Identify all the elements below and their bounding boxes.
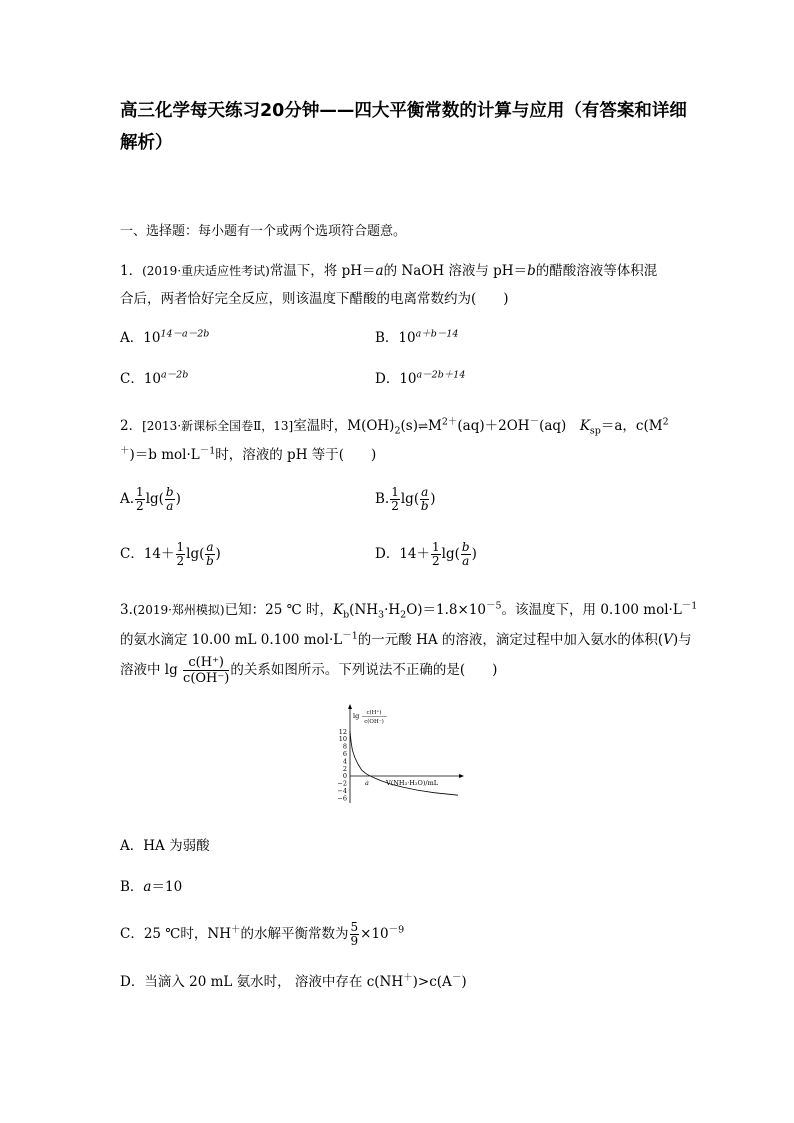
q3-option-d[interactable] xyxy=(120,970,467,990)
q2-sub: 2 xyxy=(394,425,401,437)
frac-num: b xyxy=(461,540,470,554)
q2-text: M xyxy=(428,418,442,434)
q3-line1 xyxy=(120,598,698,621)
frac-den: 2 xyxy=(432,554,440,568)
q1-line1 xyxy=(120,259,657,279)
fraction-half xyxy=(176,541,186,568)
q3-text: ·H xyxy=(384,602,401,618)
section-heading: 一、选择题：每小题有一个或两个选项符合题意。 xyxy=(120,224,407,239)
option-label: A. xyxy=(120,491,135,507)
q1-option-c[interactable] xyxy=(120,367,188,387)
q2-text: 室温时，M(OH) xyxy=(293,418,395,434)
paren: ) xyxy=(215,546,221,562)
q3-line3 xyxy=(120,655,497,686)
fraction-5-over-9 xyxy=(350,921,360,948)
q3-option-b[interactable] xyxy=(120,875,182,895)
y-label-prefix: lg xyxy=(353,712,360,720)
q1-line2: 合后，两者恰好完全反应，则该温度下醋酸的电离常数约为( ) xyxy=(120,291,509,307)
q2-number: 2． xyxy=(120,418,143,434)
option-label: A．10 xyxy=(120,330,161,346)
fraction-h-over-oh xyxy=(183,655,229,686)
ksp-symbol: K xyxy=(579,418,590,434)
q2-option-a[interactable] xyxy=(120,486,181,513)
q2-text: 时，溶液的 pH 等于( ) xyxy=(215,447,377,463)
option-label: B. xyxy=(375,491,390,507)
q1-text: 的 NaOH 溶液与 pH＝ xyxy=(383,263,528,279)
frac-den: 2 xyxy=(176,554,185,568)
option-label: D．14＋ xyxy=(375,546,431,562)
q3-text: 已知：25 ℃ 时， xyxy=(224,602,333,618)
q3-var-a: a xyxy=(143,879,152,895)
y-axis-arrow-icon xyxy=(348,704,352,709)
frac-den: b xyxy=(420,499,429,513)
q1-option-a[interactable] xyxy=(120,326,209,346)
paren: ) xyxy=(175,491,181,507)
q2-text: (aq)＋2OH xyxy=(457,418,530,434)
frac-den: b xyxy=(206,554,214,568)
q1-text: 的醋酸溶液等体积混 xyxy=(535,263,658,279)
q1-option-d[interactable] xyxy=(375,367,465,387)
q3-sup: －5 xyxy=(486,600,502,612)
y-tick-label: 12 xyxy=(338,727,347,736)
q2-source: [2013·新课标全国卷Ⅱ，13] xyxy=(142,419,294,433)
q1-text: 常温下，将 pH＝ xyxy=(269,263,376,279)
kb-symbol: K xyxy=(332,602,344,618)
frac-den: 2 xyxy=(136,499,144,513)
q3-option-c[interactable] xyxy=(120,921,404,948)
q1-var-a: a xyxy=(375,263,384,279)
y-tick-labels xyxy=(337,728,347,803)
option-label: C．14＋ xyxy=(120,546,175,562)
fraction-half xyxy=(135,486,145,513)
option-text: ＝10 xyxy=(151,879,183,895)
frac-den: 9 xyxy=(350,934,359,948)
paren: ) xyxy=(430,491,436,507)
titration-graph xyxy=(330,703,470,808)
q2-option-d[interactable] xyxy=(375,541,477,568)
q3-text: O)＝1.8×10 xyxy=(406,602,486,618)
q3-sup: －1 xyxy=(681,600,698,612)
y-tick-label: −6 xyxy=(337,794,347,803)
q2-text: )＝b mol·L xyxy=(129,447,200,463)
q3-sup: － xyxy=(451,972,462,984)
q3-sup: －9 xyxy=(388,924,405,936)
option-exponent: a－2b xyxy=(161,369,189,381)
page-title: 高三化学每天练习20分钟——四大平衡常数的计算与应用（有答案和详细解析） xyxy=(120,101,687,153)
frac-den: 2 xyxy=(391,499,399,513)
y-tick-label: 10 xyxy=(338,735,347,744)
q1-var-b: b xyxy=(527,263,536,279)
y-tick-label: 8 xyxy=(342,742,347,751)
q3-text: 的氨水滴定 10.00 mL 0.100 mol·L xyxy=(120,632,343,648)
option-label: D．10 xyxy=(375,371,417,387)
frac-num: 1 xyxy=(391,485,399,499)
option-text: ) xyxy=(461,974,467,990)
q2-sup: 2＋ xyxy=(441,416,458,428)
y-tick-label: 4 xyxy=(342,757,347,766)
q3-sub: b xyxy=(343,609,350,621)
y-tick-label: 6 xyxy=(342,750,347,758)
option-label: B． xyxy=(120,879,144,895)
q1-source: (2019·重庆适应性考试) xyxy=(142,264,270,278)
fraction-b-over-a xyxy=(461,541,471,568)
q2-sup: 2 xyxy=(662,416,669,428)
q3-sup: ＋ xyxy=(231,924,241,936)
q3-sup: －1 xyxy=(342,630,358,642)
y-tick-label: 2 xyxy=(342,764,347,773)
fraction-b-over-a xyxy=(165,486,175,513)
q2-option-b[interactable] xyxy=(375,486,436,513)
frac-num: b xyxy=(165,485,174,499)
option-label: B．10 xyxy=(375,330,416,346)
lg-text: lg( xyxy=(441,546,460,562)
frac-num: c(H⁺) xyxy=(183,655,229,671)
option-text: 的水解平衡常数为 xyxy=(240,926,349,942)
q3-text: 。该温度下，用 0.100 mol·L xyxy=(501,602,682,618)
fraction-a-over-b xyxy=(205,541,214,568)
x-axis-arrow-icon xyxy=(459,774,464,778)
frac-den: a xyxy=(166,499,174,513)
lg-text: lg( xyxy=(186,546,205,562)
option-text: D．当滴入 20 mL 氨水时， 溶液中存在 c(NH xyxy=(120,974,404,990)
q3-text: )与 xyxy=(672,632,692,648)
q2-sup: ＋ xyxy=(120,445,130,457)
y-tick-label: 0 xyxy=(342,772,347,781)
q3-text: (NH xyxy=(349,602,379,618)
q3-option-a[interactable]: A．HA 为弱酸 xyxy=(120,838,210,854)
q2-sub: sp xyxy=(589,425,601,437)
frac-den: c(OH⁻) xyxy=(183,671,230,686)
q2-line2 xyxy=(120,443,376,463)
q2-sup: － xyxy=(529,416,540,428)
y-label-den: c(OH⁻) xyxy=(364,719,384,725)
fraction-half xyxy=(390,486,400,513)
equilibrium-arrow-icon: ⇌ xyxy=(417,419,429,433)
frac-num: 1 xyxy=(432,540,440,554)
option-exponent: a＋b－14 xyxy=(415,328,459,340)
q1-number: 1． xyxy=(120,263,143,279)
q3-text: 的关系如图所示。下列说法不正确的是( ) xyxy=(230,662,498,678)
fraction-half xyxy=(431,541,441,568)
paren: ) xyxy=(471,546,477,562)
frac-num: 1 xyxy=(136,485,144,499)
q2-text: (s) xyxy=(400,418,418,434)
q3-sub: 3 xyxy=(378,609,385,621)
q3-var-v: V xyxy=(663,632,673,648)
frac-num: a xyxy=(206,540,214,554)
option-text: ×10 xyxy=(360,926,389,942)
y-tick-label: −4 xyxy=(337,787,347,795)
q3-sup: ＋ xyxy=(403,972,413,984)
frac-num: 5 xyxy=(350,920,359,934)
q3-line2 xyxy=(120,628,692,648)
q3-text: 的一元酸 HA 的溶液，滴定过程中加入氨水的体积( xyxy=(357,632,664,648)
lg-text: lg( xyxy=(145,491,164,507)
q2-text: (aq) xyxy=(539,418,580,434)
q2-line1 xyxy=(120,414,669,437)
q3-text: 溶液中 lg xyxy=(120,662,183,678)
x-axis-label: V(NH₃·H₂O)/mL xyxy=(386,779,439,787)
q2-sup: －1 xyxy=(199,445,216,457)
q2-option-c[interactable] xyxy=(120,541,221,568)
option-exponent: a－2b＋14 xyxy=(416,369,466,381)
option-label: C．10 xyxy=(120,371,162,387)
x-marker-a: a xyxy=(365,779,369,787)
frac-num: a xyxy=(421,485,429,499)
q3-sub: 2 xyxy=(400,609,407,621)
option-text: C．25 ℃时，NH xyxy=(120,926,231,942)
q3-number: 3. xyxy=(120,602,133,618)
q2-text: ＝a，c(M xyxy=(600,418,663,434)
q3-source: (2019·郑州模拟) xyxy=(132,603,225,617)
y-tick-label: −2 xyxy=(337,779,347,788)
option-exponent: 14－a－2b xyxy=(160,328,210,340)
fraction-a-over-b xyxy=(420,486,429,513)
frac-den: a xyxy=(462,554,470,568)
frac-num: 1 xyxy=(176,540,185,554)
y-label-num: c(H⁺) xyxy=(366,710,382,716)
lg-text: lg( xyxy=(400,491,420,507)
q1-option-b[interactable] xyxy=(375,326,458,346)
option-text: )>c(A xyxy=(412,974,452,990)
